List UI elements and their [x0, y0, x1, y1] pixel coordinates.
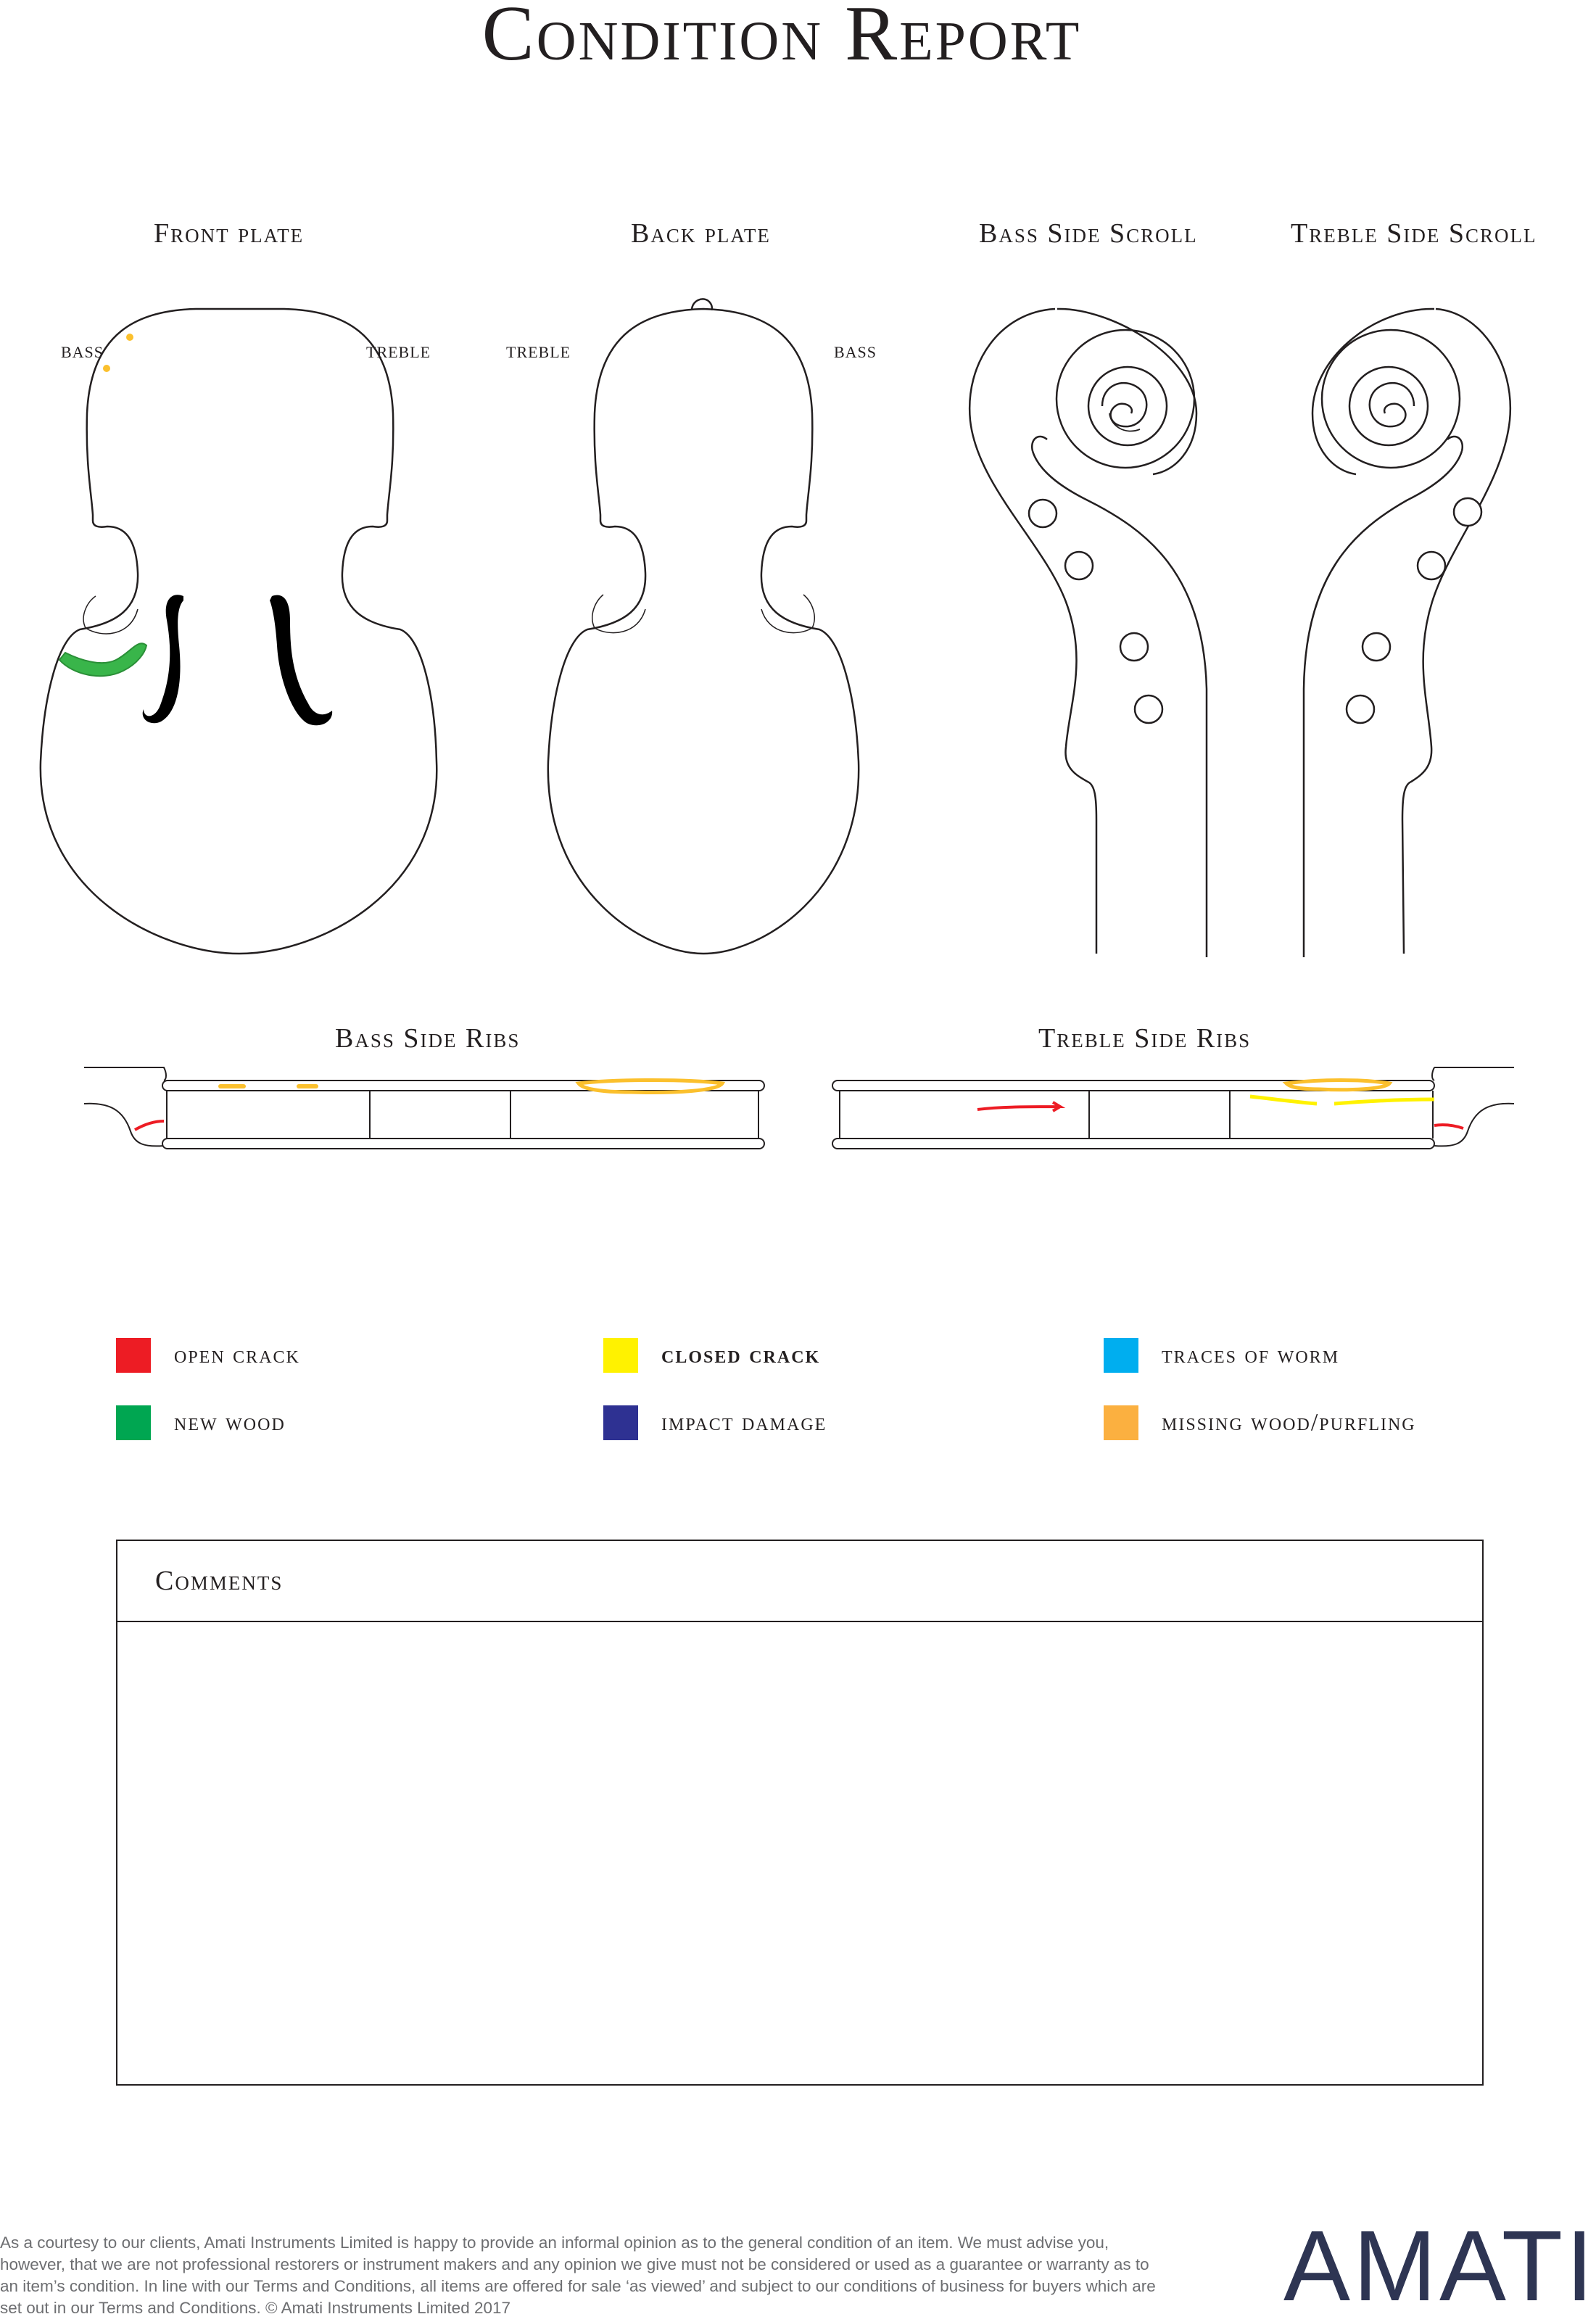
closed-crack-marking-1: [1250, 1096, 1317, 1104]
yellow-swatch-icon: [603, 1338, 638, 1373]
blue-swatch-icon: [1104, 1338, 1138, 1373]
missing-wood-marking-2: [103, 365, 110, 372]
bass-side-scroll-label: Bass Side Scroll: [979, 218, 1198, 249]
front-plate-label: Front plate: [154, 218, 305, 249]
back-plate-label: Back plate: [631, 218, 771, 249]
front-treble-label: TREBLE: [366, 343, 431, 361]
bass-side-ribs-label: Bass Side Ribs: [335, 1023, 521, 1054]
open-crack-marking: [135, 1121, 164, 1130]
back-bass-label: BASS: [834, 343, 877, 361]
green-swatch-icon: [116, 1405, 151, 1440]
legend-item-impact-damage: impact damage: [603, 1404, 827, 1442]
back-treble-label: TREBLE: [506, 343, 571, 361]
new-wood-marking: [59, 643, 146, 676]
legend-item-closed-crack: closed crack: [603, 1336, 820, 1374]
missing-wood-marking-1: [126, 334, 133, 341]
legend-item-traces-of-worm: traces of worm: [1104, 1336, 1339, 1374]
bass-side-ribs-diagram: [80, 1059, 769, 1153]
disclaimer-text: As a courtesy to our clients, Amati Instruments Limited is happy to provide an informal opinion as to the general condition of an item. We must advise you, however, that we are not professional restorers or instrument makers and any opinion we give must not be considered or used as a guarantee or warranty as to an item’s condition. In line with our Terms and Conditions, all items are offered for sale ‘as viewed’ and subject to our conditions of business for buyers which are set out in our Terms and Conditions. © Amati Instruments Limited 2017: [0, 2234, 1156, 2317]
front-plate-diagram: [29, 297, 450, 964]
treble-side-scroll-diagram: [1291, 297, 1530, 964]
f-hole-right: [270, 595, 332, 726]
legend-item-missing-wood: missing wood/purfling: [1104, 1404, 1416, 1442]
comments-heading: Comments: [117, 1541, 1482, 1622]
treble-side-scroll-label: Treble Side Scroll: [1291, 218, 1537, 249]
bass-side-scroll-diagram: [957, 297, 1225, 964]
orange-swatch-icon: [1104, 1405, 1138, 1440]
legend-item-open-crack: open crack: [116, 1336, 300, 1374]
back-plate-diagram: [500, 290, 906, 964]
comments-text-area[interactable]: [117, 1622, 1482, 2084]
red-swatch-icon: [116, 1338, 151, 1373]
treble-side-ribs-label: Treble Side Ribs: [1038, 1023, 1252, 1054]
page-title: Condition Report: [481, 0, 1082, 77]
open-crack-marking-2: [1434, 1125, 1463, 1128]
comments-box: [116, 1540, 1484, 2086]
closed-crack-marking-2: [1334, 1099, 1434, 1104]
f-hole-left: [143, 595, 183, 723]
amati-logo: AMATI: [1283, 2210, 1596, 2322]
legend-item-new-wood: new wood: [116, 1404, 286, 1442]
open-crack-marking-3: [977, 1102, 1060, 1111]
front-bass-label: BASS: [61, 343, 104, 361]
navy-swatch-icon: [603, 1405, 638, 1440]
treble-side-ribs-diagram: [827, 1059, 1523, 1153]
